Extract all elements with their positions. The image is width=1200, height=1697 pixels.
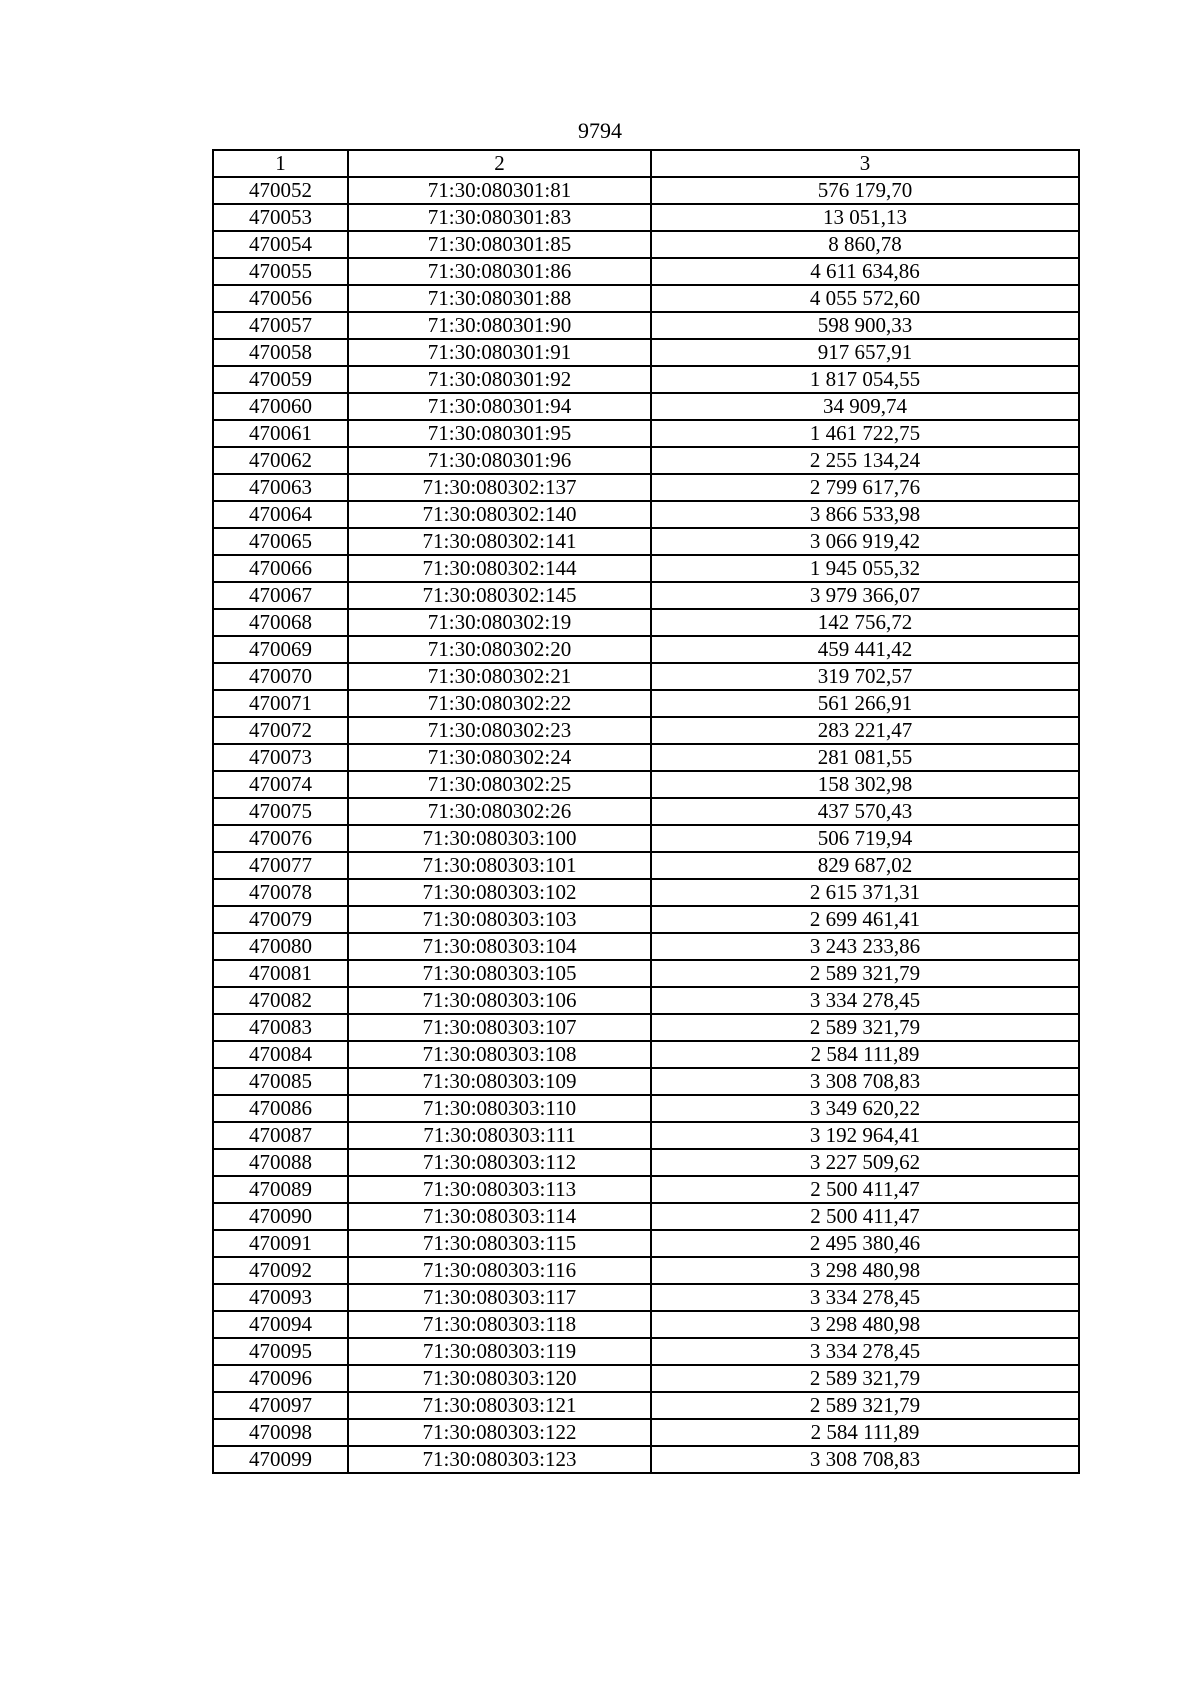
- value-cell: 2 500 411,47: [651, 1176, 1079, 1203]
- cadastral-number-cell: 71:30:080301:86: [348, 258, 651, 285]
- table-row: [213, 474, 1079, 501]
- value-cell: 1 817 054,55: [651, 366, 1079, 393]
- cadastral-number-cell: 71:30:080302:20: [348, 636, 651, 663]
- row-number-cell: 470097: [213, 1392, 348, 1419]
- cadastral-number-cell: 71:30:080301:81: [348, 177, 651, 204]
- cadastral-number-cell: 71:30:080302:141: [348, 528, 651, 555]
- value-cell: 13 051,13: [651, 204, 1079, 231]
- column-header: 2: [348, 150, 651, 177]
- table-row: [213, 231, 1079, 258]
- cadastral-number-cell: 71:30:080302:140: [348, 501, 651, 528]
- table-row: [213, 744, 1079, 771]
- value-cell: 3 066 919,42: [651, 528, 1079, 555]
- table-row: [213, 663, 1079, 690]
- table-row: [213, 906, 1079, 933]
- cadastral-number-cell: 71:30:080303:116: [348, 1257, 651, 1284]
- cadastral-number-cell: 71:30:080303:114: [348, 1203, 651, 1230]
- cadastral-number-cell: 71:30:080301:83: [348, 204, 651, 231]
- value-cell: 158 302,98: [651, 771, 1079, 798]
- cadastral-number-cell: 71:30:080302:19: [348, 609, 651, 636]
- value-cell: 2 589 321,79: [651, 1365, 1079, 1392]
- value-cell: 34 909,74: [651, 393, 1079, 420]
- table-row: [213, 1068, 1079, 1095]
- cadastral-number-cell: 71:30:080301:91: [348, 339, 651, 366]
- table-row: [213, 1149, 1079, 1176]
- table-row: [213, 447, 1079, 474]
- value-cell: 437 570,43: [651, 798, 1079, 825]
- cadastral-number-cell: 71:30:080301:88: [348, 285, 651, 312]
- row-number-cell: 470087: [213, 1122, 348, 1149]
- cadastral-number-cell: 71:30:080301:85: [348, 231, 651, 258]
- value-cell: 829 687,02: [651, 852, 1079, 879]
- value-cell: 2 255 134,24: [651, 447, 1079, 474]
- row-number-cell: 470054: [213, 231, 348, 258]
- row-number-cell: 470067: [213, 582, 348, 609]
- table-row: [213, 717, 1079, 744]
- value-cell: 3 308 708,83: [651, 1446, 1079, 1473]
- table-row: [213, 420, 1079, 447]
- cadastral-number-cell: 71:30:080303:106: [348, 987, 651, 1014]
- table-row: [213, 1203, 1079, 1230]
- row-number-cell: 470052: [213, 177, 348, 204]
- cadastral-number-cell: 71:30:080303:118: [348, 1311, 651, 1338]
- cadastral-number-cell: 71:30:080301:94: [348, 393, 651, 420]
- value-cell: 3 192 964,41: [651, 1122, 1079, 1149]
- value-cell: 2 584 111,89: [651, 1041, 1079, 1068]
- value-cell: 459 441,42: [651, 636, 1079, 663]
- table-row: [213, 933, 1079, 960]
- row-number-cell: 470086: [213, 1095, 348, 1122]
- row-number-cell: 470070: [213, 663, 348, 690]
- value-cell: 142 756,72: [651, 609, 1079, 636]
- table-row: [213, 771, 1079, 798]
- row-number-cell: 470089: [213, 1176, 348, 1203]
- row-number-cell: 470057: [213, 312, 348, 339]
- row-number-cell: 470090: [213, 1203, 348, 1230]
- row-number-cell: 470096: [213, 1365, 348, 1392]
- row-number-cell: 470080: [213, 933, 348, 960]
- value-cell: 2 589 321,79: [651, 1014, 1079, 1041]
- cadastral-number-cell: 71:30:080303:107: [348, 1014, 651, 1041]
- cadastral-number-cell: 71:30:080302:22: [348, 690, 651, 717]
- value-cell: 576 179,70: [651, 177, 1079, 204]
- table-row: [213, 312, 1079, 339]
- row-number-cell: 470056: [213, 285, 348, 312]
- row-number-cell: 470083: [213, 1014, 348, 1041]
- cadastral-number-cell: 71:30:080303:110: [348, 1095, 651, 1122]
- row-number-cell: 470078: [213, 879, 348, 906]
- table-row: [213, 1122, 1079, 1149]
- cadastral-number-cell: 71:30:080302:137: [348, 474, 651, 501]
- row-number-cell: 470085: [213, 1068, 348, 1095]
- row-number-cell: 470093: [213, 1284, 348, 1311]
- register-table-body: [213, 150, 1079, 1473]
- row-number-cell: 470069: [213, 636, 348, 663]
- value-cell: 2 584 111,89: [651, 1419, 1079, 1446]
- value-cell: 281 081,55: [651, 744, 1079, 771]
- row-number-cell: 470084: [213, 1041, 348, 1068]
- row-number-cell: 470068: [213, 609, 348, 636]
- table-row: [213, 1311, 1079, 1338]
- value-cell: 3 308 708,83: [651, 1068, 1079, 1095]
- row-number-cell: 470053: [213, 204, 348, 231]
- cadastral-number-cell: 71:30:080303:104: [348, 933, 651, 960]
- cadastral-number-cell: 71:30:080302:25: [348, 771, 651, 798]
- value-cell: 3 866 533,98: [651, 501, 1079, 528]
- value-cell: 2 589 321,79: [651, 960, 1079, 987]
- table-row: [213, 1095, 1079, 1122]
- cadastral-number-cell: 71:30:080303:115: [348, 1230, 651, 1257]
- value-cell: 506 719,94: [651, 825, 1079, 852]
- cadastral-number-cell: 71:30:080303:123: [348, 1446, 651, 1473]
- value-cell: 283 221,47: [651, 717, 1079, 744]
- cadastral-number-cell: 71:30:080303:105: [348, 960, 651, 987]
- cadastral-number-cell: 71:30:080303:103: [348, 906, 651, 933]
- row-number-cell: 470062: [213, 447, 348, 474]
- row-number-cell: 470081: [213, 960, 348, 987]
- column-header: 1: [213, 150, 348, 177]
- cadastral-number-cell: 71:30:080303:111: [348, 1122, 651, 1149]
- table-row: [213, 1419, 1079, 1446]
- cadastral-number-cell: 71:30:080303:109: [348, 1068, 651, 1095]
- value-cell: 3 298 480,98: [651, 1311, 1079, 1338]
- table-row: [213, 825, 1079, 852]
- cadastral-number-cell: 71:30:080303:119: [348, 1338, 651, 1365]
- row-number-cell: 470065: [213, 528, 348, 555]
- value-cell: 2 589 321,79: [651, 1392, 1079, 1419]
- row-number-cell: 470064: [213, 501, 348, 528]
- cadastral-number-cell: 71:30:080302:145: [348, 582, 651, 609]
- table-row: [213, 582, 1079, 609]
- value-cell: 3 243 233,86: [651, 933, 1079, 960]
- value-cell: 2 615 371,31: [651, 879, 1079, 906]
- cadastral-number-cell: 71:30:080303:120: [348, 1365, 651, 1392]
- value-cell: 3 298 480,98: [651, 1257, 1079, 1284]
- value-cell: 319 702,57: [651, 663, 1079, 690]
- table-row: [213, 1014, 1079, 1041]
- row-number-cell: 470074: [213, 771, 348, 798]
- value-cell: 2 799 617,76: [651, 474, 1079, 501]
- cadastral-number-cell: 71:30:080303:117: [348, 1284, 651, 1311]
- cadastral-number-cell: 71:30:080303:122: [348, 1419, 651, 1446]
- table-row: [213, 1176, 1079, 1203]
- cadastral-number-cell: 71:30:080303:113: [348, 1176, 651, 1203]
- table-row: [213, 285, 1079, 312]
- table-row: [213, 393, 1079, 420]
- cadastral-number-cell: 71:30:080302:144: [348, 555, 651, 582]
- table-row: [213, 636, 1079, 663]
- value-cell: 3 227 509,62: [651, 1149, 1079, 1176]
- row-number-cell: 470073: [213, 744, 348, 771]
- value-cell: 3 979 366,07: [651, 582, 1079, 609]
- table-row: [213, 798, 1079, 825]
- cadastral-number-cell: 71:30:080303:100: [348, 825, 651, 852]
- row-number-cell: 470058: [213, 339, 348, 366]
- row-number-cell: 470055: [213, 258, 348, 285]
- value-cell: 561 266,91: [651, 690, 1079, 717]
- table-row: [213, 528, 1079, 555]
- row-number-cell: 470092: [213, 1257, 348, 1284]
- table-row: [213, 879, 1079, 906]
- table-row: [213, 960, 1079, 987]
- table-row: [213, 1284, 1079, 1311]
- table-row: [213, 1365, 1079, 1392]
- value-cell: 2 495 380,46: [651, 1230, 1079, 1257]
- table-row: [213, 1041, 1079, 1068]
- row-number-cell: 470072: [213, 717, 348, 744]
- row-number-cell: 470079: [213, 906, 348, 933]
- value-cell: 3 349 620,22: [651, 1095, 1079, 1122]
- column-header: 3: [651, 150, 1079, 177]
- cadastral-number-cell: 71:30:080303:108: [348, 1041, 651, 1068]
- cadastral-number-cell: 71:30:080302:21: [348, 663, 651, 690]
- cadastral-number-cell: 71:30:080303:101: [348, 852, 651, 879]
- row-number-cell: 470060: [213, 393, 348, 420]
- value-cell: 1 945 055,32: [651, 555, 1079, 582]
- cadastral-number-cell: 71:30:080301:95: [348, 420, 651, 447]
- table-row: [213, 609, 1079, 636]
- value-cell: 8 860,78: [651, 231, 1079, 258]
- row-number-cell: 470091: [213, 1230, 348, 1257]
- value-cell: 598 900,33: [651, 312, 1079, 339]
- row-number-cell: 470098: [213, 1419, 348, 1446]
- row-number-cell: 470063: [213, 474, 348, 501]
- table-row: [213, 258, 1079, 285]
- row-number-cell: 470082: [213, 987, 348, 1014]
- row-number-cell: 470061: [213, 420, 348, 447]
- table-row: [213, 501, 1079, 528]
- row-number-cell: 470094: [213, 1311, 348, 1338]
- value-cell: 4 611 634,86: [651, 258, 1079, 285]
- table-row: [213, 204, 1079, 231]
- table-row: [213, 366, 1079, 393]
- row-number-cell: 470059: [213, 366, 348, 393]
- row-number-cell: 470066: [213, 555, 348, 582]
- row-number-cell: 470088: [213, 1149, 348, 1176]
- value-cell: 4 055 572,60: [651, 285, 1079, 312]
- cadastral-number-cell: 71:30:080301:96: [348, 447, 651, 474]
- table-row: [213, 555, 1079, 582]
- table-row: [213, 987, 1079, 1014]
- cadastral-number-cell: 71:30:080302:24: [348, 744, 651, 771]
- cadastral-number-cell: 71:30:080301:92: [348, 366, 651, 393]
- cadastral-number-cell: 71:30:080301:90: [348, 312, 651, 339]
- page-number: 9794: [578, 118, 622, 143]
- value-cell: 3 334 278,45: [651, 1338, 1079, 1365]
- row-number-cell: 470095: [213, 1338, 348, 1365]
- value-cell: 1 461 722,75: [651, 420, 1079, 447]
- cadastral-number-cell: 71:30:080303:112: [348, 1149, 651, 1176]
- row-number-cell: 470071: [213, 690, 348, 717]
- table-row: [213, 852, 1079, 879]
- value-cell: 917 657,91: [651, 339, 1079, 366]
- row-number-cell: 470075: [213, 798, 348, 825]
- table-row: [213, 1392, 1079, 1419]
- value-cell: 3 334 278,45: [651, 1284, 1079, 1311]
- table-row: [213, 177, 1079, 204]
- row-number-cell: 470077: [213, 852, 348, 879]
- row-number-cell: 470099: [213, 1446, 348, 1473]
- cadastral-number-cell: 71:30:080303:121: [348, 1392, 651, 1419]
- cadastral-number-cell: 71:30:080302:23: [348, 717, 651, 744]
- table-row: [213, 690, 1079, 717]
- cadastral-number-cell: 71:30:080303:102: [348, 879, 651, 906]
- table-row: [213, 1338, 1079, 1365]
- row-number-cell: 470076: [213, 825, 348, 852]
- table-header-row: [213, 150, 1079, 177]
- register-table: [212, 149, 1080, 1474]
- cadastral-number-cell: 71:30:080302:26: [348, 798, 651, 825]
- value-cell: 2 699 461,41: [651, 906, 1079, 933]
- value-cell: 3 334 278,45: [651, 987, 1079, 1014]
- table-row: [213, 1257, 1079, 1284]
- table-row: [213, 1230, 1079, 1257]
- value-cell: 2 500 411,47: [651, 1203, 1079, 1230]
- table-row: [213, 339, 1079, 366]
- table-row: [213, 1446, 1079, 1473]
